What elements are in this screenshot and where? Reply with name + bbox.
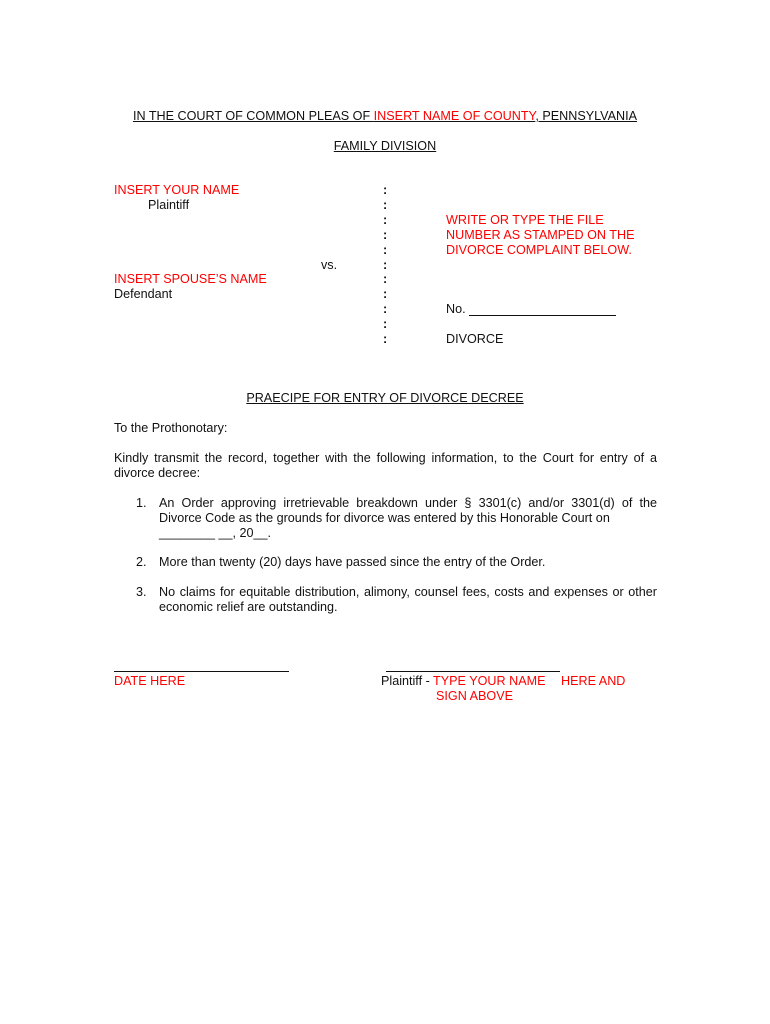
colon-mark: :: [383, 302, 388, 316]
colon-mark: :: [383, 213, 388, 227]
list-item-text: No claims for equitable distribution, alimony, counsel fees, costs and expenses or other economic relief are outstanding.: [159, 585, 657, 615]
colon-mark: :: [383, 287, 388, 301]
date-signature-line[interactable]: [114, 671, 289, 672]
list-item-number: 2.: [136, 555, 147, 569]
colon-mark: :: [383, 198, 388, 212]
colon-mark: :: [383, 183, 388, 197]
court-suffix: , PENNSYLVANIA: [535, 109, 638, 123]
colon-mark: :: [383, 317, 388, 331]
plaintiff-label: Plaintiff: [148, 198, 190, 212]
county-placeholder: INSERT NAME OF COUNTY: [373, 109, 536, 123]
colon-mark: :: [383, 272, 388, 286]
list-item-text: More than twenty (20) days have passed since the entry of the Order.: [159, 555, 546, 569]
court-prefix: IN THE COURT OF COMMON PLEAS OF: [132, 109, 374, 123]
list-item: [136, 555, 657, 570]
court-caption: [0, 109, 770, 124]
list-item: [136, 585, 657, 615]
salutation: To the Prothonotary:: [114, 421, 228, 435]
file-number-instruction-line2: NUMBER AS STAMPED ON THE: [446, 228, 635, 242]
list-item-date-blank[interactable]: ________ __, 20__.: [159, 526, 272, 541]
colon-mark: :: [383, 258, 388, 272]
here-and-label: HERE AND: [561, 674, 626, 688]
colon-mark: :: [383, 243, 388, 257]
defendant-name-placeholder: INSERT SPOUSE’S NAME: [114, 272, 267, 286]
colon-mark: :: [383, 228, 388, 242]
file-number-label: No.: [446, 302, 466, 316]
sign-above-label: SIGN ABOVE: [436, 689, 513, 703]
plaintiff-signature-caption: [381, 674, 545, 689]
intro-paragraph: Kindly transmit the record, together with the following information, to the Court for entry of a divorce decree:: [114, 451, 657, 481]
file-number-instruction-line3: DIVORCE COMPLAINT BELOW.: [446, 243, 632, 257]
list-item-number: 1.: [136, 496, 147, 510]
file-number-instruction-line1: WRITE OR TYPE THE FILE: [446, 213, 604, 227]
name-placeholder: TYPE YOUR NAME: [433, 674, 546, 688]
versus-label: vs.: [321, 258, 338, 272]
plaintiff-prefix: Plaintiff -: [381, 674, 434, 688]
praecipe-title: PRAECIPE FOR ENTRY OF DIVORCE DECREE: [246, 391, 524, 405]
list-item: [136, 496, 657, 542]
division-heading: FAMILY DIVISION: [333, 139, 437, 153]
case-type-label: DIVORCE: [446, 332, 504, 346]
list-item-number: 3.: [136, 585, 147, 599]
file-number-field[interactable]: [469, 315, 616, 316]
date-placeholder: DATE HERE: [114, 674, 186, 688]
plaintiff-name-placeholder: INSERT YOUR NAME: [114, 183, 240, 197]
colon-mark: :: [383, 332, 388, 346]
list-item-text: An Order approving irretrievable breakdown under § 3301(c) and/or 3301(d) of the Divorce Code as the grounds for divorce was entered by this Honorable Court on: [159, 496, 657, 526]
defendant-label: Defendant: [114, 287, 173, 301]
plaintiff-signature-line[interactable]: [386, 671, 560, 672]
